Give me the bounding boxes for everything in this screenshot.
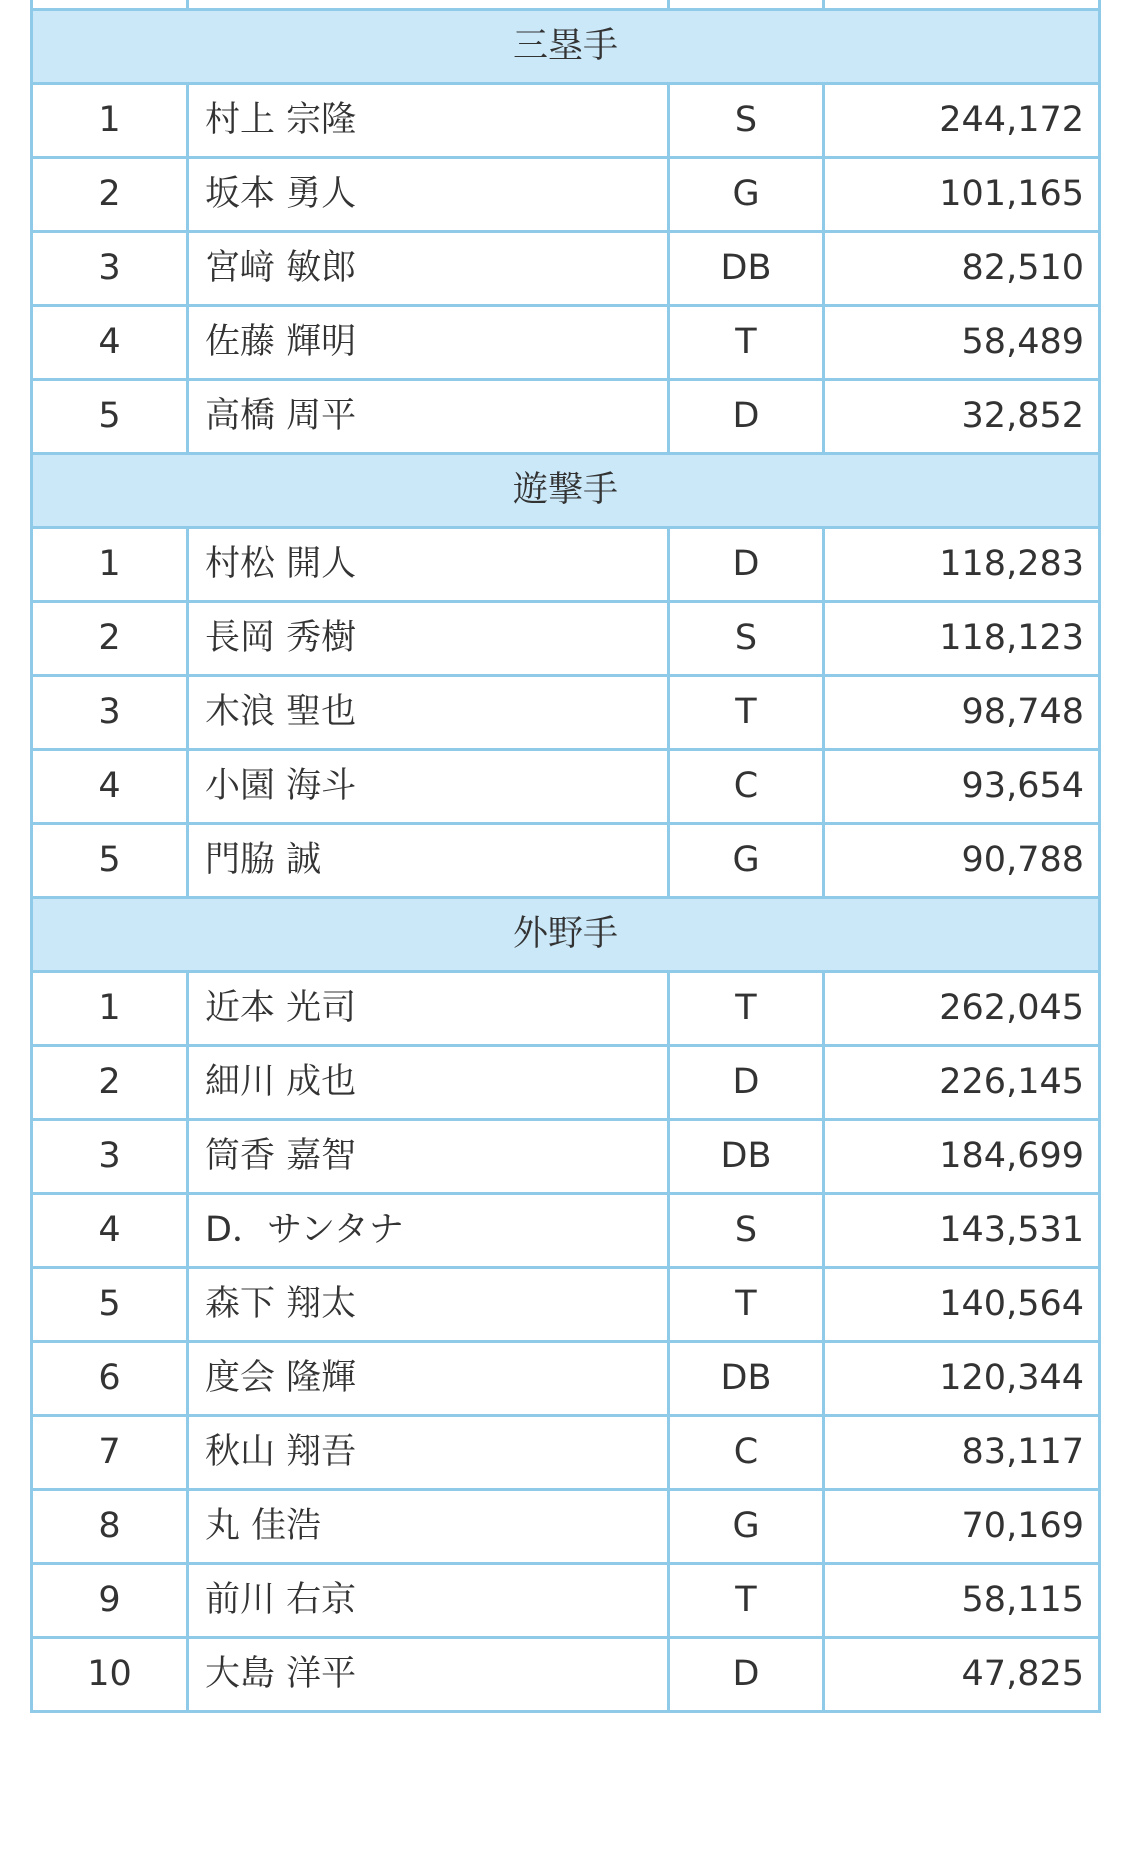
- rank-cell: 3: [32, 676, 188, 750]
- section-header-row: [32, 898, 1100, 972]
- table-row: [32, 1490, 1100, 1564]
- vote-results-table-container: [30, 0, 1098, 1713]
- votes-cell: 47,825: [824, 1638, 1100, 1712]
- player-name-cell: 大島 洋平: [188, 1638, 669, 1712]
- team-cell: C: [669, 750, 824, 824]
- section-title: 外野手: [32, 898, 1100, 972]
- votes-cell: 101,165: [824, 158, 1100, 232]
- votes-cell: 93,654: [824, 750, 1100, 824]
- table-row: [32, 232, 1100, 306]
- table-row: [32, 750, 1100, 824]
- player-name-cell: 坂本 勇人: [188, 158, 669, 232]
- rank-cell: 4: [32, 1194, 188, 1268]
- votes-cell: 58,115: [824, 1564, 1100, 1638]
- table-row: [32, 1416, 1100, 1490]
- table-row: [32, 1120, 1100, 1194]
- player-name-cell: 筒香 嘉智: [188, 1120, 669, 1194]
- table-row: [32, 1638, 1100, 1712]
- votes-cell: 98,748: [824, 676, 1100, 750]
- table-row: [32, 824, 1100, 898]
- rank-cell: 8: [32, 1490, 188, 1564]
- rank-cell: 7: [32, 1416, 188, 1490]
- rank-cell: 1: [32, 528, 188, 602]
- team-cell: C: [669, 1416, 824, 1490]
- table-row: [32, 528, 1100, 602]
- rank-cell: 9: [32, 1564, 188, 1638]
- table-row: [32, 1342, 1100, 1416]
- section-header-row: [32, 454, 1100, 528]
- table-row: [32, 1194, 1100, 1268]
- rank-cell: 2: [32, 602, 188, 676]
- votes-cell: 83,117: [824, 1416, 1100, 1490]
- team-cell: D: [669, 1046, 824, 1120]
- votes-cell: 90,788: [824, 824, 1100, 898]
- rank-cell: 5: [32, 1268, 188, 1342]
- team-cell: DB: [669, 1120, 824, 1194]
- team-cell: D: [669, 528, 824, 602]
- player-name-cell: 村上 宗隆: [188, 84, 669, 158]
- player-name-cell: 佐藤 輝明: [188, 306, 669, 380]
- previous-rows-stub: [32, 0, 1100, 10]
- votes-cell: 226,145: [824, 1046, 1100, 1120]
- team-cell: T: [669, 306, 824, 380]
- table-row: [32, 602, 1100, 676]
- player-name-cell: 丸 佳浩: [188, 1490, 669, 1564]
- rank-cell: 3: [32, 232, 188, 306]
- table-row: [32, 1564, 1100, 1638]
- rank-cell: 1: [32, 972, 188, 1046]
- player-name-cell: 長岡 秀樹: [188, 602, 669, 676]
- votes-cell: 262,045: [824, 972, 1100, 1046]
- rank-cell: 5: [32, 380, 188, 454]
- rank-cell: 10: [32, 1638, 188, 1712]
- table-row: [32, 1046, 1100, 1120]
- vote-results-table-body: [32, 0, 1100, 1712]
- player-name-cell: 度会 隆輝: [188, 1342, 669, 1416]
- rank-cell: 3: [32, 1120, 188, 1194]
- team-cell: D: [669, 380, 824, 454]
- team-cell: S: [669, 84, 824, 158]
- votes-cell: 32,852: [824, 380, 1100, 454]
- rank-cell: 4: [32, 750, 188, 824]
- votes-cell: 140,564: [824, 1268, 1100, 1342]
- team-cell: T: [669, 676, 824, 750]
- rank-cell: 1: [32, 84, 188, 158]
- rank-cell: 5: [32, 824, 188, 898]
- votes-cell: 58,489: [824, 306, 1100, 380]
- votes-cell: 118,283: [824, 528, 1100, 602]
- team-cell: DB: [669, 1342, 824, 1416]
- player-name-cell: 前川 右京: [188, 1564, 669, 1638]
- votes-cell: 82,510: [824, 232, 1100, 306]
- team-cell: D: [669, 1638, 824, 1712]
- votes-cell: 244,172: [824, 84, 1100, 158]
- votes-cell: 184,699: [824, 1120, 1100, 1194]
- table-row: [32, 306, 1100, 380]
- votes-cell: 143,531: [824, 1194, 1100, 1268]
- team-cell: G: [669, 158, 824, 232]
- player-name-cell: 秋山 翔吾: [188, 1416, 669, 1490]
- section-header-row: [32, 10, 1100, 84]
- table-row: [32, 380, 1100, 454]
- section-title: 遊撃手: [32, 454, 1100, 528]
- votes-cell: 118,123: [824, 602, 1100, 676]
- player-name-cell: 小園 海斗: [188, 750, 669, 824]
- table-row: [32, 972, 1100, 1046]
- player-name-cell: 木浪 聖也: [188, 676, 669, 750]
- votes-cell: 70,169: [824, 1490, 1100, 1564]
- votes-cell: 120,344: [824, 1342, 1100, 1416]
- team-cell: T: [669, 1268, 824, 1342]
- player-name-cell: 森下 翔太: [188, 1268, 669, 1342]
- team-cell: G: [669, 824, 824, 898]
- team-cell: S: [669, 1194, 824, 1268]
- rank-cell: 2: [32, 158, 188, 232]
- table-row: [32, 158, 1100, 232]
- vote-results-table: [30, 0, 1101, 1713]
- player-name-cell: D．サンタナ: [188, 1194, 669, 1268]
- team-cell: S: [669, 602, 824, 676]
- player-name-cell: 高橋 周平: [188, 380, 669, 454]
- player-name-cell: 近本 光司: [188, 972, 669, 1046]
- team-cell: T: [669, 1564, 824, 1638]
- player-name-cell: 村松 開人: [188, 528, 669, 602]
- section-title: 三塁手: [32, 10, 1100, 84]
- player-name-cell: 細川 成也: [188, 1046, 669, 1120]
- rank-cell: 4: [32, 306, 188, 380]
- player-name-cell: 門脇 誠: [188, 824, 669, 898]
- player-name-cell: 宮﨑 敏郎: [188, 232, 669, 306]
- team-cell: DB: [669, 232, 824, 306]
- table-row: [32, 676, 1100, 750]
- team-cell: G: [669, 1490, 824, 1564]
- rank-cell: 2: [32, 1046, 188, 1120]
- table-row: [32, 84, 1100, 158]
- table-row: [32, 1268, 1100, 1342]
- team-cell: T: [669, 972, 824, 1046]
- rank-cell: 6: [32, 1342, 188, 1416]
